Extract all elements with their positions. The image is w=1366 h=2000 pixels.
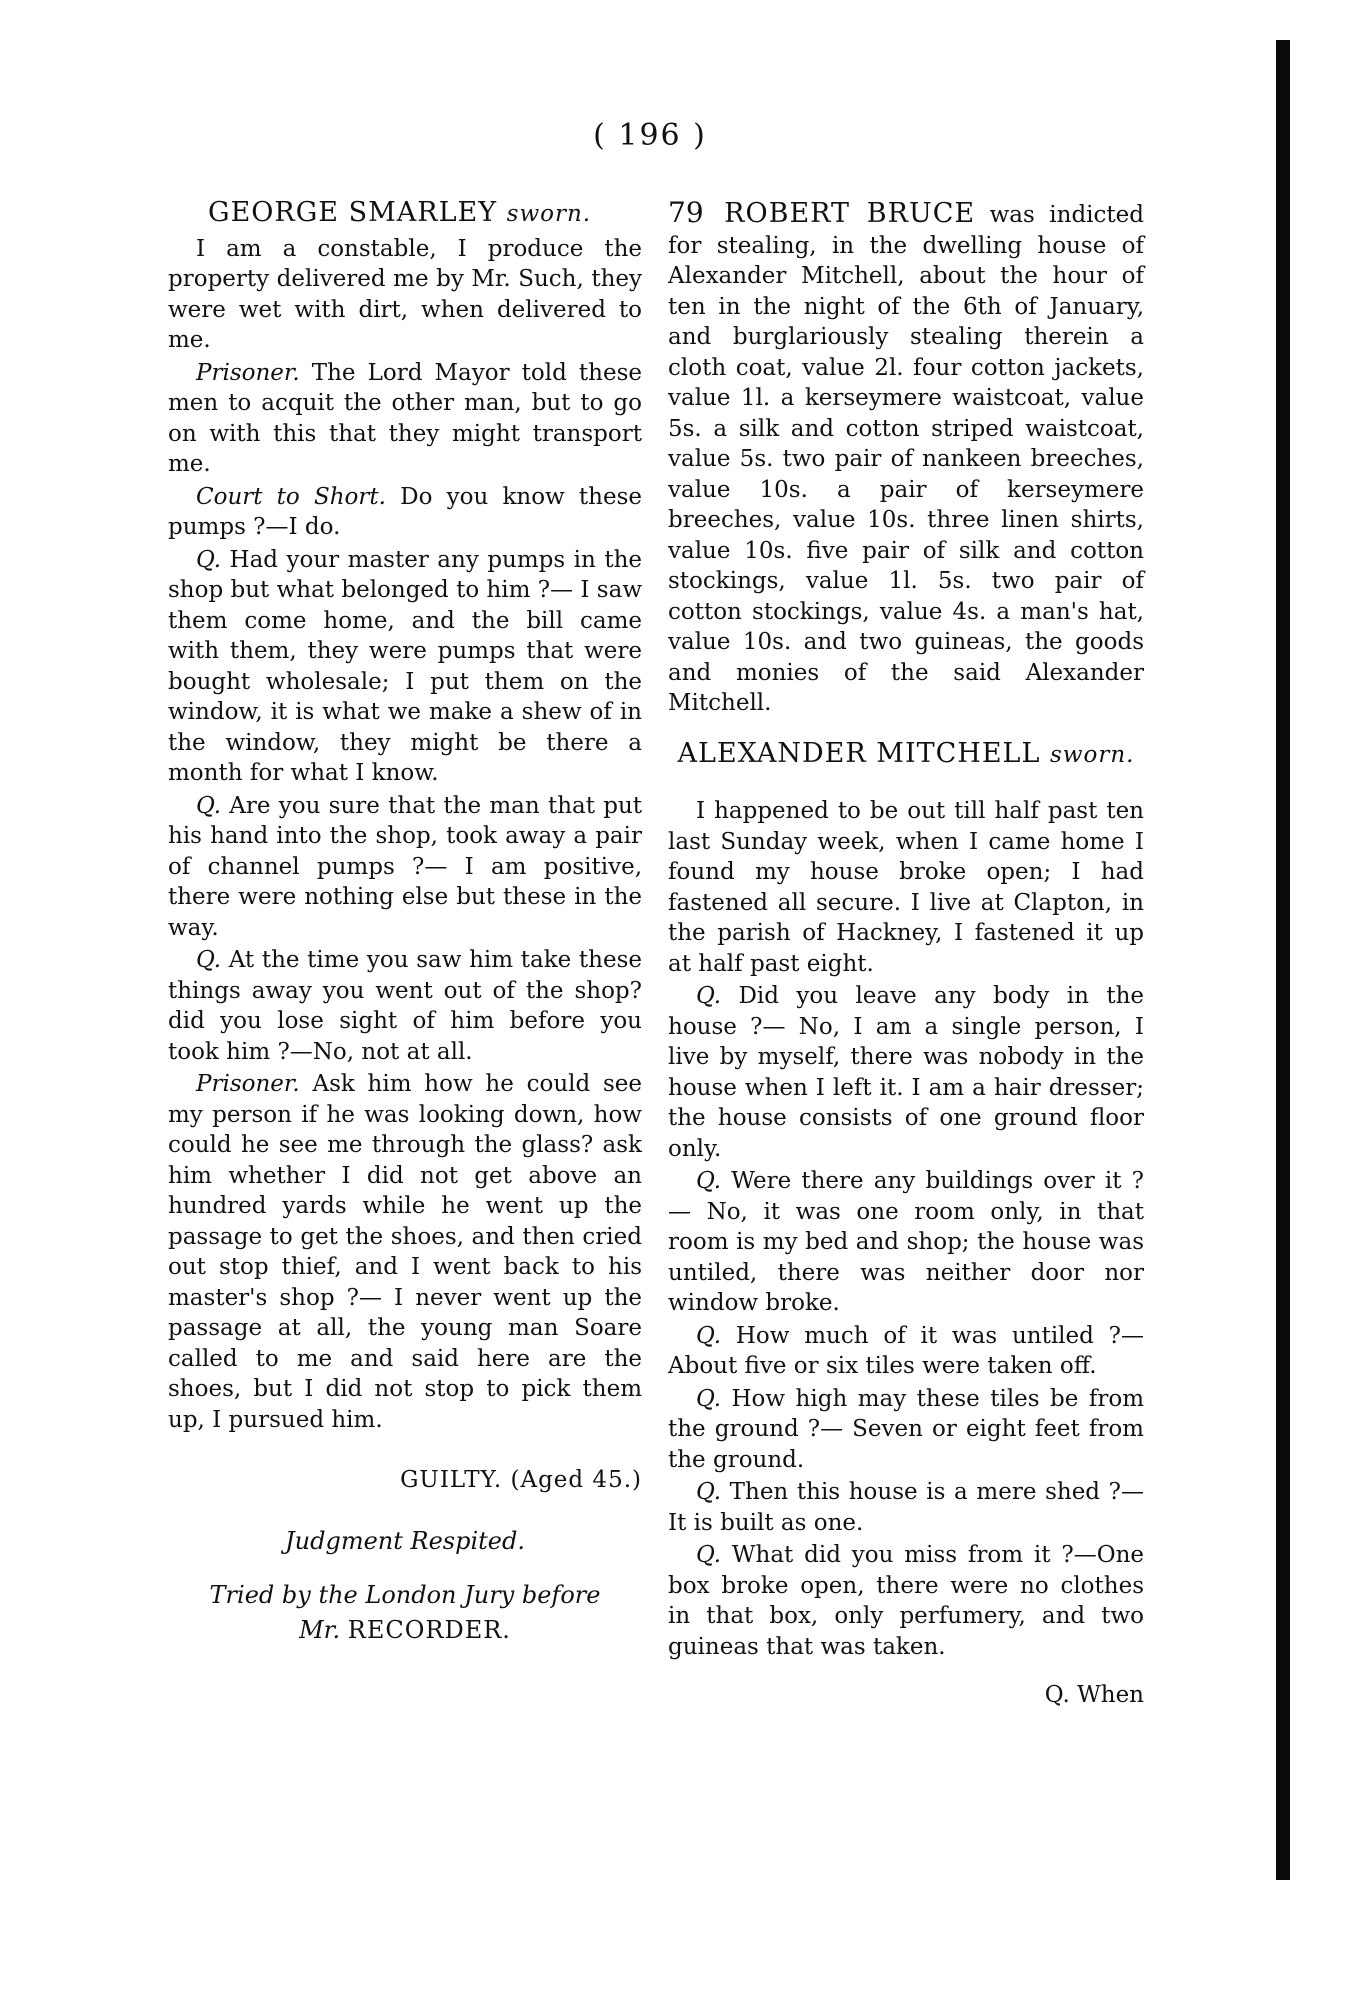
recorder-name: RECORDER. [347,1615,511,1644]
question-label: Q. [696,1322,722,1349]
testimony-paragraph: Q. Then this house is a mere shed ?— It is built as one. [668,1479,1144,1536]
recorder-line [168,1615,642,1646]
testimony-paragraph: Prisoner. Ask him how he could see my person if he was looking down, how could he see me through the glass? ask him whether I did not get above an hundred yards while he went up the passage to get the shoes, and then cried out stop thief, and I went back to his master's shop ?— I never went up the passage at all, the young man Soare called to me and said here are the shoes, but I did not stop to pick them up, I pursued him. [168,1071,642,1433]
question-label: Q. [696,1168,722,1194]
tried-by-line: Tried by the London Jury before [209,1581,601,1609]
testimony-paragraph: I happened to be out till half past ten last Sunday week, when I came home I found my house broke open; I had fastened all secure. I live at Clapton, in the parish of Hackney, I fastened it up at half past eight. [668,798,1144,977]
question-label: Q. [696,1479,722,1505]
testimony-paragraph: Q. How high may these tiles be from the ground ?— Seven or eight feet from the ground. [668,1385,1144,1473]
testimony-paragraph: Q. Were there any buildings over it ? — No, it was one room only, in that room is my bed and shop; the house was untiled, there was neither door nor window broke. [668,1168,1145,1316]
verdict: GUILTY. (Aged 45.) [400,1467,642,1493]
witness-name: ALEXANDER MITCHELL [677,737,1041,769]
sworn-label: sworn. [1050,741,1135,768]
witness-heading-mitchell [668,739,1144,771]
catchword: Q. When [1044,1682,1144,1708]
testimony-paragraph: Q. Had your master any pumps in the shop but what belonged to him ?— I saw them come home, and the bill came with them, they were pumps that were bought wholesale; I put them on the window, it is what we make a shew of in the window, they might be there a month for what I know. [168,546,643,786]
question-label: Q. [696,1542,722,1568]
right-column [668,198,1144,1711]
recorder-prefix: Mr. [299,1615,341,1644]
question-label: Q. [196,546,222,573]
speaker-label: Prisoner. [196,1071,300,1097]
testimony-paragraph: Q. Did you leave any body in the house ?— No, I am a single person, I live by myself, there was nobody in the house when I left it. I am a hair dresser; the house consists of one ground floor only. [668,983,1145,1162]
testimony-paragraph: Prisoner. The Lord Mayor told these men to acquit the other man, but to go on with this that they might transport me. [168,359,642,477]
question-label: Q. [196,947,222,973]
witness-name: GEORGE SMARLEY [208,197,498,228]
indictment-paragraph [668,198,1144,719]
speaker-label: Court to Short. [196,483,386,510]
testimony-paragraph: Court to Short. Do you know these pumps ?—I do. [168,483,642,540]
testimony-paragraph: Q. Are you sure that the man that put his hand into the shop, took away a pair of channel pumps ?— I am positive, there were nothing else but these in the way. [168,792,642,941]
left-column [168,198,642,1645]
testimony-paragraph: Q. How much of it was untiled ?— About five or six tiles were taken off. [668,1322,1144,1379]
question-label: Q. [696,1385,722,1412]
defendant-name: ROBERT BRUCE [724,198,976,229]
question-label: Q. [696,983,722,1009]
testimony-paragraph: Q. What did you miss from it ?—One box broke open, there were no clothes in that box, only perfumery, and two guineas that was taken. [668,1542,1144,1660]
case-number: 79 [668,196,704,229]
binding-edge-shadow [1276,40,1290,1880]
testimony-paragraph: I am a constable, I produce the property delivered me by Mr. Such, they were wet with dirt, when delivered to me. [168,235,642,353]
indictment-text: was indicted for stealing, in the dwelling house of Alexander Mitchell, about the hour of ten in the night of the 6th of January, and burglariously stealing therein a cloth coat, value 2l. four cotton jackets, value 1l. a kerseymere waistcoat, value 5s. a silk and cotton striped waistcoat, value 5s. two pair of nankeen breeches, value 10s. a pair of kerseymere breeches, value 10s. three linen shirts, value 10s. five pair of silk and cotton stockings, value 1l. 5s. two pair of cotton stockings, value 4s. a man's hat, value 10s. and two guineas, the goods and monies of the said Alexander Mitchell. [668,202,1144,716]
page-number: ( 196 ) [593,118,707,153]
speaker-label: Prisoner. [196,359,300,386]
sworn-label: sworn. [506,201,592,227]
question-label: Q. [196,792,222,819]
judgment-line: Judgment Respited. [285,1526,525,1555]
testimony-paragraph: Q. At the time you saw him take these things away you went out of the shop? did you lose sight of him before you took him ?—No, not at all. [168,947,643,1065]
witness-heading-smarley [168,198,642,230]
